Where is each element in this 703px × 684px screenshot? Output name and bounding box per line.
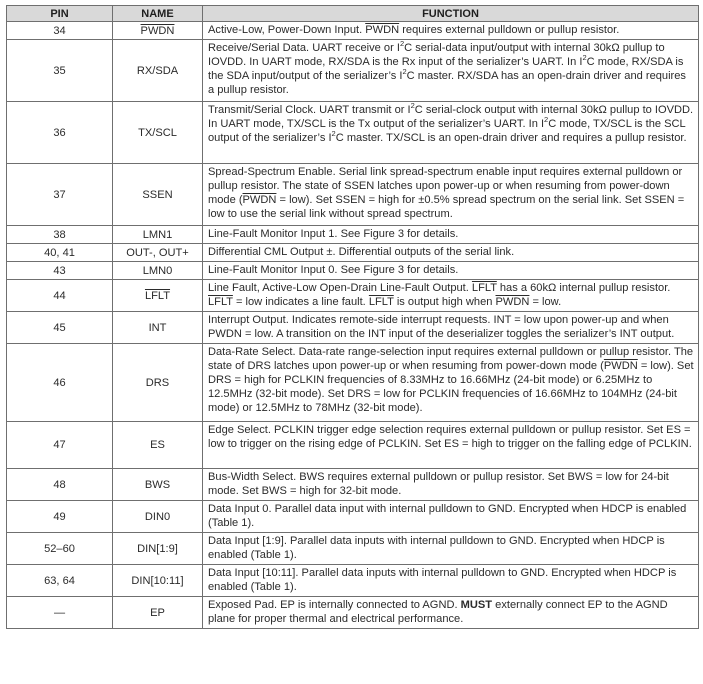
table-row <box>7 280 699 312</box>
name-cell <box>113 533 203 565</box>
name-cell <box>113 312 203 344</box>
pin-cell: 52–60 <box>7 533 113 565</box>
header-name: NAME <box>113 6 203 22</box>
text-segment: DIN[10:11] <box>131 574 184 587</box>
text-segment: EP <box>150 606 165 619</box>
table-row <box>7 262 699 280</box>
function-cell <box>203 312 699 344</box>
name-cell <box>113 501 203 533</box>
overlined-signal-name: PWDN <box>242 194 277 206</box>
pin-cell: 34 <box>7 22 113 40</box>
function-cell <box>203 501 699 533</box>
table-row <box>7 469 699 501</box>
pin-cell: 46 <box>7 344 113 422</box>
text-segment: Line-Fault Monitor Input 1. See Figure 3 for details. <box>208 228 459 240</box>
text-segment: DRS <box>145 376 170 389</box>
overlined-signal-name: PWDN <box>140 24 175 37</box>
name-cell <box>113 422 203 469</box>
pin-cell: — <box>7 597 113 629</box>
name-cell <box>113 226 203 244</box>
name-cell <box>113 40 203 102</box>
name-cell <box>113 469 203 501</box>
function-cell <box>203 597 699 629</box>
superscript-text: 2 <box>399 39 405 48</box>
name-cell <box>113 344 203 422</box>
function-cell <box>203 40 699 102</box>
text-segment: = low indicates a line fault. <box>232 296 369 308</box>
text-segment: Line Fault, Active-Low Open-Drain Line-Fault Output. <box>208 282 472 294</box>
function-cell <box>203 164 699 226</box>
pin-cell: 40, 41 <box>7 244 113 262</box>
header-pin: PIN <box>7 6 113 22</box>
overlined-signal-name: LFLT <box>471 282 497 294</box>
pin-cell: 48 <box>7 469 113 501</box>
overlined-signal-name: PWDN <box>603 360 638 372</box>
table-row <box>7 164 699 226</box>
text-segment: RX/SDA <box>136 64 179 77</box>
pin-cell: 49 <box>7 501 113 533</box>
text-segment: Edge Select. PCLKIN trigger edge selection requires external pulldown or pullup resistor. Set ES = low to trigger on the rising edge of PCLKIN. Set ES = high to trigger on the falling edge of PCLKIN. <box>208 424 692 450</box>
function-cell <box>203 102 699 164</box>
text-segment: SSEN <box>142 188 173 201</box>
text-segment: LMN0 <box>142 264 173 277</box>
table-row <box>7 344 699 422</box>
table-row <box>7 226 699 244</box>
table-body <box>7 22 699 629</box>
text-segment: C serial-clock output with internal 30kΩ pullup to IOVDD. In UART mode, TX/SCL is the Tx output of the serializer’s UART. In I <box>208 104 694 130</box>
table-row <box>7 244 699 262</box>
superscript-text: 2 <box>331 129 336 138</box>
overlined-signal-name: PWDN <box>495 296 530 308</box>
table-row <box>7 102 699 164</box>
function-cell <box>203 565 699 597</box>
text-segment: Differential CML Output ±. Differential outputs of the serial link. <box>208 246 515 258</box>
name-cell <box>113 280 203 312</box>
text-segment: Data Input [1:9]. Parallel data inputs with internal pulldown to GND. Encrypted when HDCP is enabled (Table 1). <box>208 535 665 561</box>
name-cell <box>113 244 203 262</box>
name-cell <box>113 22 203 40</box>
function-cell <box>203 422 699 469</box>
text-segment: = low). Set SSEN = high for ±0.5% spread spectrum on the serial link. Set SSEN = low to use the serial link without spread spectrum. <box>208 194 685 220</box>
text-segment: has a 60kΩ internal pullup resistor. <box>496 282 671 294</box>
pin-cell: 63, 64 <box>7 565 113 597</box>
text-segment: OUT-, OUT+ <box>126 246 189 259</box>
function-cell <box>203 226 699 244</box>
text-segment: Line-Fault Monitor Input 0. See Figure 3 for details. <box>208 264 459 276</box>
pin-cell: 43 <box>7 262 113 280</box>
text-segment: TX/SCL <box>138 126 177 139</box>
text-segment: ES <box>150 439 165 451</box>
pin-cell: 38 <box>7 226 113 244</box>
pin-cell: 36 <box>7 102 113 164</box>
text-segment: Transmit/Serial Clock. UART transmit or I <box>208 104 411 116</box>
pin-cell: 47 <box>7 422 113 469</box>
superscript-text: 2 <box>410 101 415 110</box>
table-row <box>7 501 699 533</box>
function-cell <box>203 533 699 565</box>
name-cell <box>113 597 203 629</box>
text-segment: DIN[1:9] <box>137 542 178 555</box>
pin-cell: 45 <box>7 312 113 344</box>
text-segment: LMN1 <box>142 228 173 241</box>
superscript-text: 2 <box>582 53 587 62</box>
text-segment: Data Input [10:11]. Parallel data inputs with internal pulldown to GND. Encrypted when HDCP is enabled (Table 1). <box>208 567 677 593</box>
text-segment: C serial-data input/output with internal 30kΩ pullup to IOVDD. In UART mode, RX/SDA is the Rx input of the serializer’s UART. In I <box>208 42 665 68</box>
text-segment: Data-Rate Select. Data-rate range-selection input requires external pulldown or pullup resistor. The state of DRS latches upon power-up or when resuming from power-down mode ( <box>208 346 694 372</box>
text-segment: BWS <box>144 478 171 491</box>
text-segment: Data Input 0. Parallel data input with internal pulldown to GND. Encrypted when HDCP is enabled (Table 1). <box>208 503 687 529</box>
text-segment: INT <box>148 321 167 334</box>
text-segment: C master. TX/SCL is an open-drain driver and requires a pullup resistor. <box>335 132 687 144</box>
function-cell <box>203 280 699 312</box>
table-row <box>7 565 699 597</box>
function-cell <box>203 262 699 280</box>
function-cell <box>203 469 699 501</box>
superscript-text: 2 <box>402 67 407 76</box>
text-segment: is output high when <box>393 296 496 308</box>
function-cell <box>203 244 699 262</box>
text-segment: C master. RX/SDA has an open-drain driver and requires a pullup resistor. <box>208 70 686 96</box>
table-row <box>7 312 699 344</box>
text-segment: requires external pulldown or pullup resistor. <box>399 24 620 36</box>
bold-text: MUST <box>460 599 493 611</box>
superscript-text: 2 <box>544 115 549 124</box>
pin-cell: 35 <box>7 40 113 102</box>
function-cell <box>203 22 699 40</box>
name-cell <box>113 565 203 597</box>
text-segment: C mode, RX/SDA is the SDA input/output of the serializer’s I <box>208 56 684 82</box>
overlined-signal-name: LFLT <box>144 289 171 302</box>
header-function: FUNCTION <box>203 6 699 22</box>
function-cell <box>203 344 699 422</box>
text-segment: Spread-Spectrum Enable. Serial link spread-spectrum enable input requires external pulldown or pullup resistor. The state of SSEN latches upon power-up or when resuming from power-down mode ( <box>208 166 683 206</box>
text-segment: Interrupt Output. Indicates remote-side interrupt requests. INT = low upon power-up and when PWDN = low. A transition on the INT input of the deserializer toggles the serializer’s INT output. <box>208 314 675 340</box>
overlined-signal-name: LFLT <box>368 296 394 308</box>
name-cell <box>113 102 203 164</box>
table-row <box>7 597 699 629</box>
text-segment: Active-Low, Power-Down Input. <box>208 24 366 36</box>
text-segment: Bus-Width Select. BWS requires external pulldown or pullup resistor. Set BWS = low for 24-bit mode. Set BWS = high for 32-bit mode. <box>208 471 669 497</box>
name-cell <box>113 262 203 280</box>
overlined-signal-name: PWDN <box>365 24 400 36</box>
text-segment: Receive/Serial Data. UART receive or I <box>208 42 400 54</box>
table-row <box>7 40 699 102</box>
pin-cell: 37 <box>7 164 113 226</box>
text-segment: = low). Set DRS = high for PCLKIN frequencies of 8.33MHz to 16.66MHz (24-bit mode) or 6.25MHz to 12.5MHz (32-bit mode). Set DRS = low for PCLKIN frequencies of 16.66MHz to 104MHz (24-bit mode) or 12.5MHz to 78MHz (32-bit mode). <box>208 360 694 414</box>
name-cell <box>113 164 203 226</box>
overlined-signal-name: LFLT <box>208 296 233 308</box>
text-segment: externally connect EP to the AGND plane for proper thermal and electrical performance. <box>208 599 668 625</box>
text-segment: DIN0 <box>144 510 171 523</box>
pin-description-table <box>6 5 699 629</box>
table-row <box>7 533 699 565</box>
text-segment: C mode, TX/SCL is the SCL output of the serializer’s I <box>208 118 686 144</box>
pin-cell: 44 <box>7 280 113 312</box>
text-segment: = low. <box>529 296 562 308</box>
text-segment: Exposed Pad. EP is internally connected to AGND. <box>208 599 461 611</box>
table-row <box>7 422 699 469</box>
table-row <box>7 22 699 40</box>
table-header-row <box>7 6 699 22</box>
